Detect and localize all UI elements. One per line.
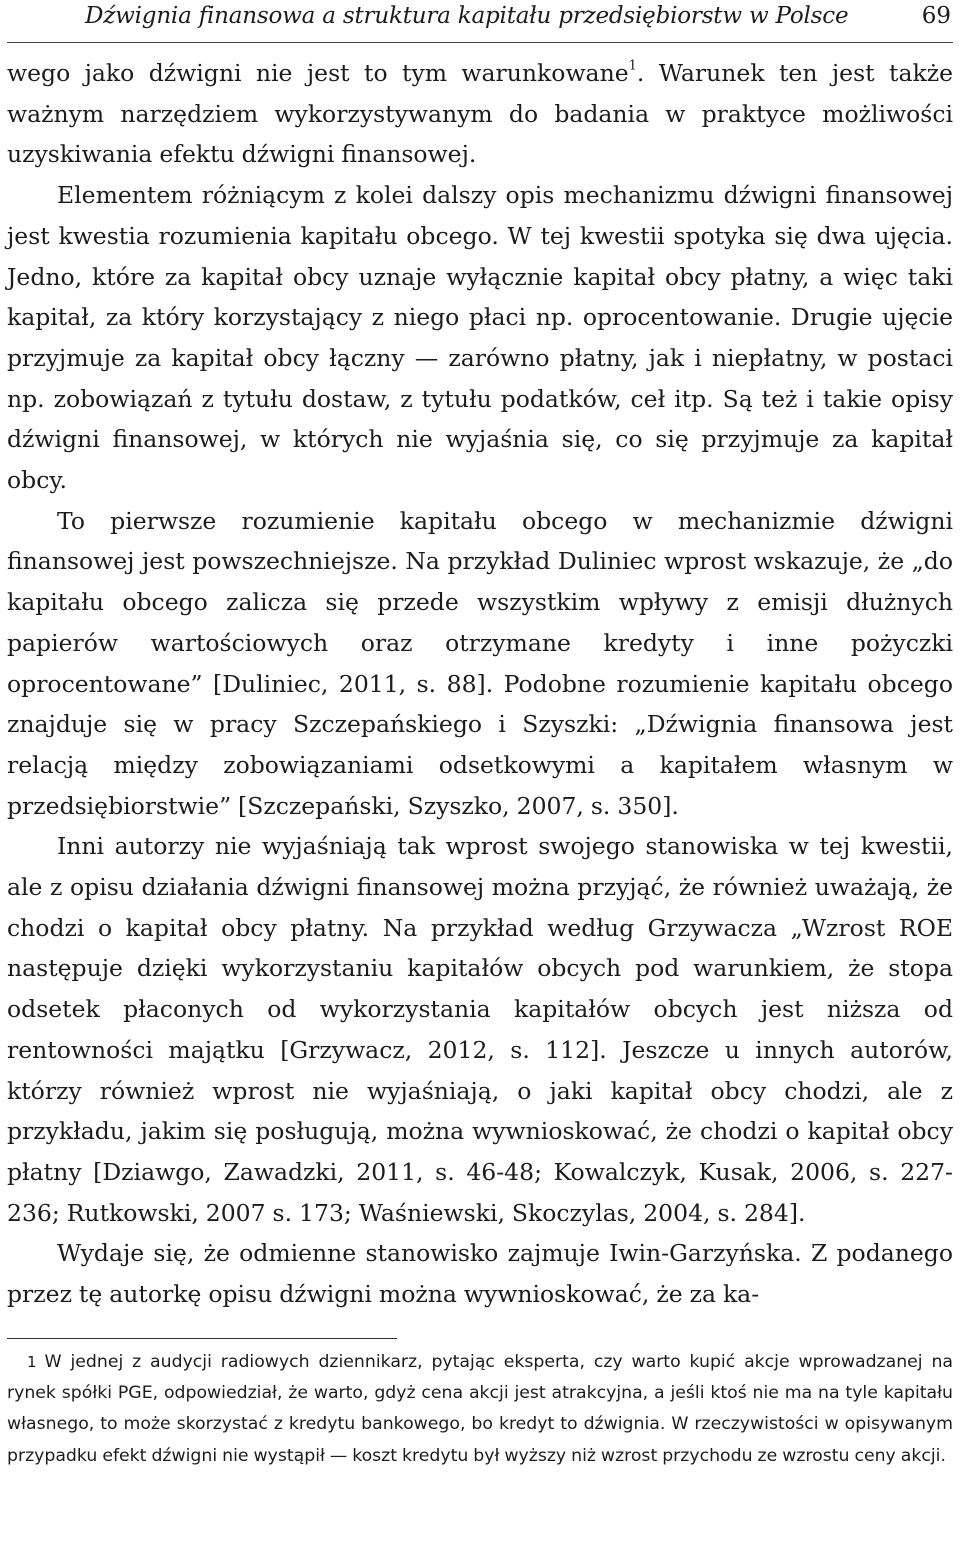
paragraph-1-text-a: wego jako dźwigni nie jest to tym warunkowane	[7, 59, 629, 87]
paragraph-2: Elementem różniącym z kolei dalszy opis mechanizmu dźwigni finansowej jest kwestia rozumienia kapitału obcego. W tej kwestii spotyka się dwa ujęcia. Jedno, które za kapitał obcy uznaje wyłącznie kapitał obcy płatny, a więc taki kapitał, za który korzystający z niego płaci np. oprocentowanie. Drugie ujęcie przyjmuje za kapitał obcy łączny — zarówno płatny, jak i niepłatny, w postaci np. zobowiązań z tytułu dostaw, z tytułu podatków, ceł itp. Są też i takie opisy dźwigni finansowej, w których nie wyjaśnia się, co się przyjmuje za kapitał obcy.	[7, 181, 953, 495]
footnote-text: W jednej z audycji radiowych dziennikarz, pytając eksperta, czy warto kupić akcje wprowadzanej na rynek spółki PGE, odpowiedział, że warto, gdyż cena akcji jest atrakcyjna, a jeśli ktoś nie ma na tyle kapitału własnego, to może skorzystać z kredytu bankowego, bo kredyt to dźwignia. W rzeczywistości w opisywanym przypadku efekt dźwigni nie wystąpił — koszt kredytu był wyższy niż wzrost przychodu ze wzrostu ceny akcji.	[7, 1351, 953, 1466]
paragraph-1-text-b: . Warunek ten jest także ważnym narzędziem wykorzystywanym do badania w praktyce możliwości uzyskiwania efektu dźwigni finansowej.	[7, 59, 953, 169]
footnotes	[7, 1347, 953, 1472]
paragraph-5: Wydaje się, że odmienne stanowisko zajmuje Iwin-Garzyńska. Z podanego przez tę autorkę opisu dźwigni można wywnioskować, że za ka-	[7, 1239, 953, 1309]
page-header	[7, 0, 953, 43]
footnote-1	[7, 1347, 953, 1472]
document-page	[7, 0, 953, 1472]
paragraph-3: To pierwsze rozumienie kapitału obcego w mechanizmie dźwigni finansowej jest powszechniejsze. Na przykład Duliniec wprost wskazuje, że „do kapitału obcego zalicza się przede wszystkim wpływy z emisji dłużnych papierów wartościowych oraz otrzymane kredyty i inne pożyczki oprocentowane” [Duliniec, 2011, s. 88]. Podobne rozumienie kapitału obcego znajduje się w pracy Szczepańskiego i Szyszki: „Dźwignia finansowa jest relacją między zobowiązaniami odsetkowymi a kapitałem własnym w przedsiębiorstwie” [Szczepański, Szyszko, 2007, s. 350].	[7, 506, 953, 820]
page-number: 69	[921, 3, 951, 29]
paragraph-4: Inni autorzy nie wyjaśniają tak wprost swojego stanowiska w tej kwestii, ale z opisu działania dźwigni finansowej można przyjąć, że również uważają, że chodzi o kapitał obcy płatny. Na przykład według Grzywacza „Wzrost ROE następuje dzięki wykorzystaniu kapitałów obcych pod warunkiem, że stopa odsetek płaconych od wykorzystania kapitałów obcych jest niższa od rentowności majątku [Grzywacz, 2012, s. 112]. Jeszcze u innych autorów, którzy również wprost nie wyjaśniają, o jaki kapitał obcy chodzi, ale z przykładu, jakim się posługują, można wywnioskować, że chodzi o kapitał obcy płatny [Dziawgo, Zawadzki, 2011, s. 46-48; Kowalczyk, Kusak, 2006, s. 227-236; Rutkowski, 2007 s. 173; Waśniewski, Skoczylas, 2004, s. 284].	[7, 832, 953, 1227]
running-head: Dźwignia finansowa a struktura kapitału przedsiębiorstw w Polsce	[85, 3, 849, 29]
body-text	[7, 53, 953, 1315]
footnote-mark: 1	[27, 1352, 37, 1371]
footnote-reference[interactable]: 1	[628, 58, 637, 74]
paragraph-1	[7, 53, 953, 175]
footnote-separator	[7, 1338, 397, 1339]
